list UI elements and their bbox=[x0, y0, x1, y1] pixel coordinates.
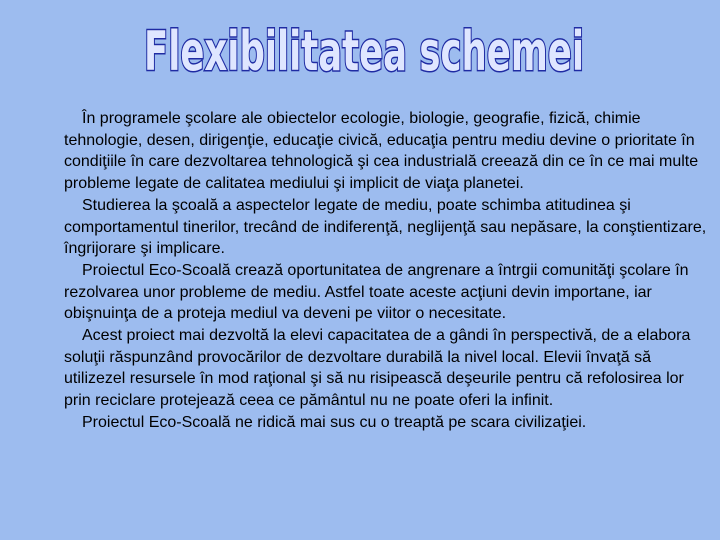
slide-title-art bbox=[0, 12, 720, 92]
slide-title: Flexibilitatea schemei bbox=[144, 20, 584, 83]
paragraph-study: Studierea la şcoală a aspectelor legate de mediu, poate schimba atitudinea şi comportamentul tinerilor, trecând de indiferenţă, neglijenţă sau nepăsare, la conştientizare, îngrijorare şi implicare. bbox=[64, 196, 707, 258]
paragraph-project: Proiectul Eco-Scoală crează oportunitatea de angrenare a întrgii comunităţi şcolare în rezolvarea unor probleme de mediu. Astfel toate aceste acţiuni devin importane, iar obişnuinţa de a proteja mediul va deveni pe viitor o necesitate. bbox=[64, 261, 689, 323]
paragraph-skills: Acest proiect mai dezvoltă la elevi capacitatea de a gândi în perspectivă, de a elabora soluţii răspunzând provocărilor de dezvoltare durabilă la nivel local. Elevii învaţă să utilizezel resursele în mod raţional şi să nu risipească deşeurile pentru că refolosirea lor prin reciclare protejează ceea ce pământul nu ne poate oferi la infinit. bbox=[64, 327, 691, 410]
slide-body bbox=[64, 108, 714, 434]
slide-title-container bbox=[0, 12, 720, 92]
paragraph-intro: În programele şcolare ale obiectelor ecologie, biologie, geografie, fizică, chimie tehnologie, desen, dirigenţie, educaţie civică, educaţia pentru mediu devine o prioritate în condiţiile în care dezvoltarea tehnologică şi cea industrială creează din ce în ce mai multe probleme legate de calitatea mediului şi implicit de viaţa planetei. bbox=[64, 110, 699, 193]
paragraph-conclusion: Proiectul Eco-Scoală ne ridică mai sus cu o treaptă pe scara civilizaţiei. bbox=[82, 413, 587, 431]
